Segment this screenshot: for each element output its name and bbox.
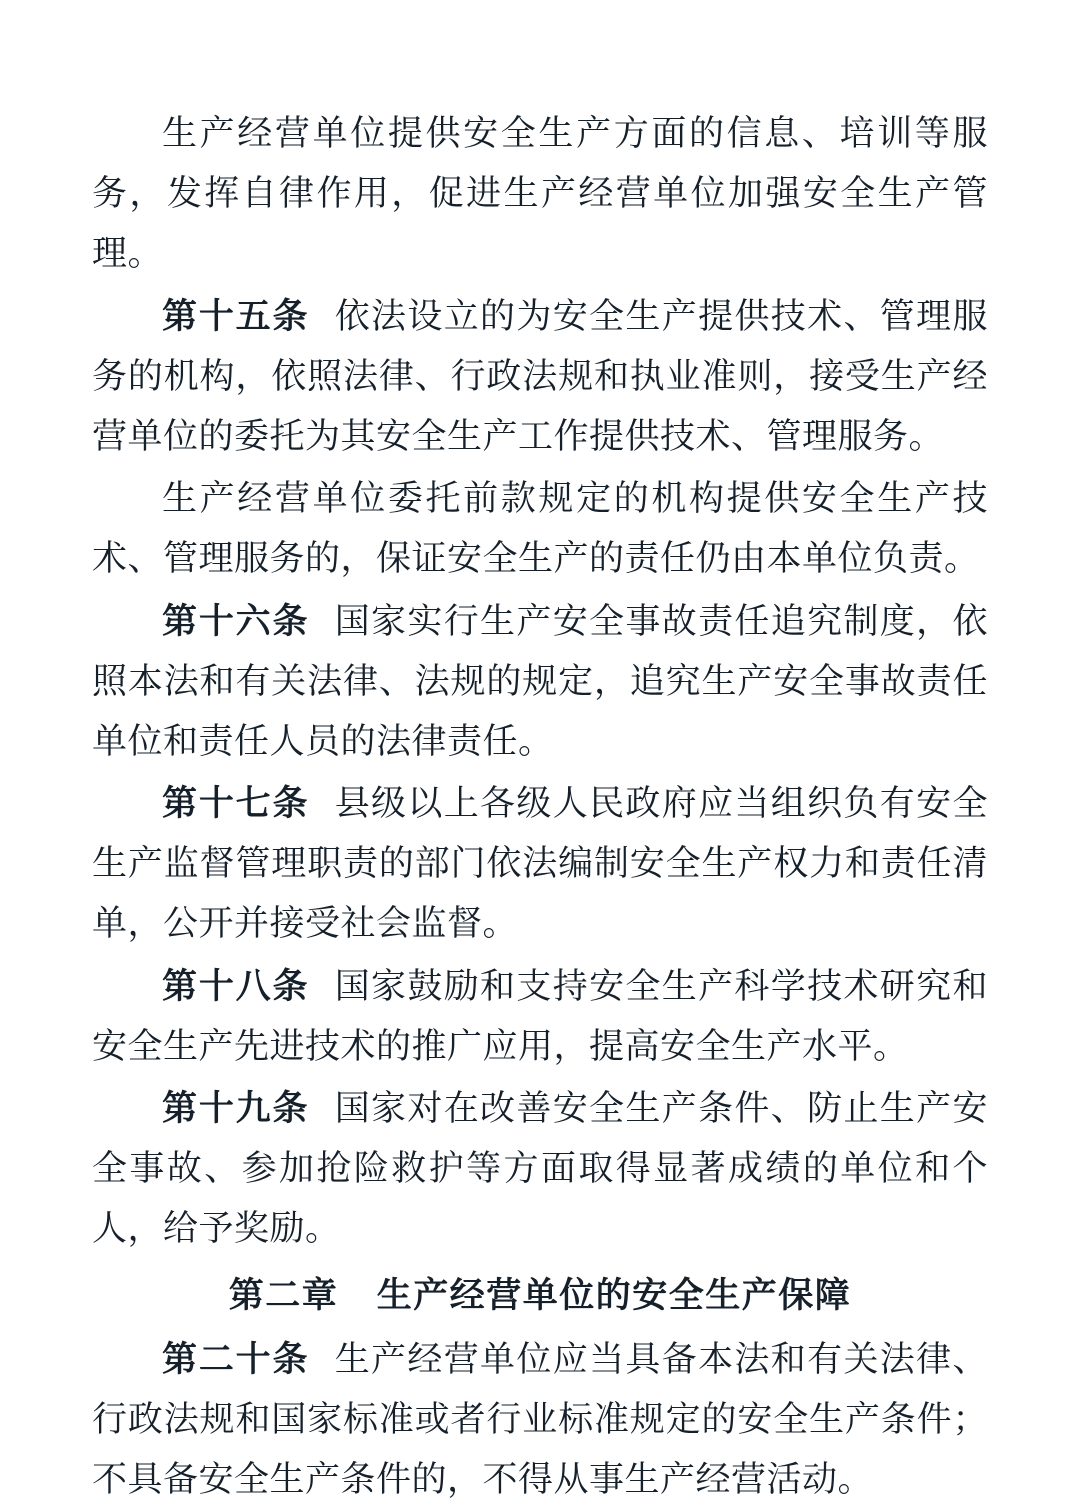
article-17-text: 县级以上各级人民政府应当组织负有安全生产监督管理职责的部门依法编制安全生产权力和责任清单，公开并接受社会监督。 xyxy=(92,784,988,945)
article-17-label: 第十七条 xyxy=(162,784,310,825)
article-20-label: 第二十条 xyxy=(162,1339,310,1380)
chapter-heading xyxy=(92,1266,988,1326)
document-body xyxy=(92,104,988,1510)
paragraph-continuation: 生产经营单位提供安全生产方面的信息、培训等服务，发挥自律作用，促进生产经营单位加强安全生产管理。 xyxy=(92,114,988,275)
chapter-label: 第二章 xyxy=(228,1275,339,1316)
article-15-label: 第十五条 xyxy=(162,296,310,337)
article-16 xyxy=(92,592,988,773)
article-16-label: 第十六条 xyxy=(162,601,310,642)
article-20-text: 生产经营单位应当具备本法和有关法律、行政法规和国家标准或者行业标准规定的安全生产条件；不具备安全生产条件的，不得从事生产经营活动。 xyxy=(92,1339,988,1501)
article-20 xyxy=(92,1330,988,1510)
article-19-label: 第十九条 xyxy=(162,1089,310,1129)
article-19 xyxy=(92,1079,988,1260)
article-16-text: 国家实行生产安全事故责任追究制度，依照本法和有关法律、法规的规定，追究生产安全事故责任单位和责任人员的法律责任。 xyxy=(92,601,988,762)
article-18-text: 国家鼓励和支持安全生产科学技术研究和安全生产先进技术的推广应用，提高安全生产水平。 xyxy=(92,966,988,1067)
article-15-paragraph-2: 生产经营单位委托前款规定的机构提供安全生产技术、管理服务的，保证安全生产的责任仍由本单位负责。 xyxy=(92,479,988,580)
article-18 xyxy=(92,957,988,1077)
chapter-title: 生产经营单位的安全生产保障 xyxy=(376,1275,852,1316)
article-19-text: 国家对在改善安全生产条件、防止生产安全事故、参加抢险救护等方面取得显著成绩的单位和个人，给予奖励。 xyxy=(92,1089,988,1250)
article-15-text: 依法设立的为安全生产提供技术、管理服务的机构，依照法律、行政法规和执业准则，接受生产经营单位的委托为其安全生产工作提供技术、管理服务。 xyxy=(92,296,988,457)
article-17 xyxy=(92,774,988,955)
article-18-label: 第十八条 xyxy=(162,966,310,1007)
article-15 xyxy=(92,287,988,468)
